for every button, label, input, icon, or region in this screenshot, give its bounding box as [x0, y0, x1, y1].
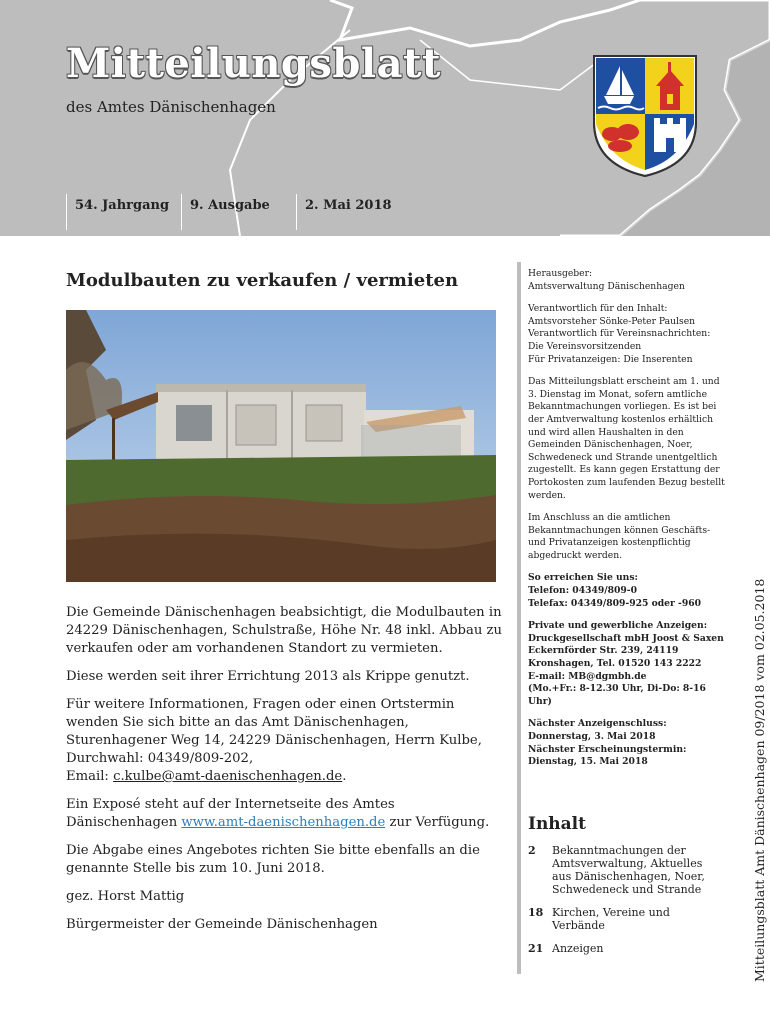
signature-role: Bürgermeister der Gemeinde Dänischenhagen — [66, 917, 378, 932]
volume-label: 54. Jahrgang — [66, 194, 181, 230]
issue-label: 9. Ausgabe — [181, 194, 296, 230]
modular-building-photo — [66, 310, 496, 582]
toc-page-number: 2 — [528, 844, 536, 857]
masthead — [0, 0, 770, 236]
sidebar-divider — [517, 262, 521, 974]
article-headline: Modulbauten zu verkaufen / vermieten — [66, 270, 459, 291]
publisher-name: Amtsverwaltung Dänischenhagen — [528, 280, 685, 292]
toc-page-number: 18 — [528, 906, 544, 919]
publisher-label: Herausgeber: — [528, 268, 593, 279]
responsible-line: Die Vereinsvorsitzenden — [528, 340, 642, 352]
printer-line: Druckgesellschaft mbH Joost & Saxen — [528, 632, 724, 644]
vertical-issue-reference: Mitteilungsblatt Amt Dänischenhagen 09/2018 vom 02.05.2018 — [752, 578, 767, 982]
ads-note: Im Anschluss an die amtlichen Bekanntmachungen können Geschäfts- und Privatanzeigen kostenpflichtig abgedruckt werden. — [528, 512, 711, 561]
expose-text-end: zur Verfügung. — [385, 815, 490, 830]
responsible-line: Verantwortlich für Vereinsnachrichten: — [528, 328, 711, 340]
schedule-text: Das Mitteilungsblatt erscheint am 1. und 3. Dienstag im Monat, sofern amtliche Bekanntmachungen vorliegen. Es ist bei der Amtverwaltung kostenlos erhältlich und wird allen Haushalten in den Gemeinden Dänischenhagen, Noer, Schwedeneck und Strande unentgeltlich zugestellt. Es kann gegen Erstattung der Portokosten zum laufenden Bezug bestellt werden. — [528, 376, 725, 501]
toc-item — [528, 844, 718, 896]
article-body — [66, 604, 506, 944]
expose-text: Ein Exposé steht auf der Internetseite des Amtes Dänischenhagen — [66, 797, 395, 830]
responsible-label: Verantwortlich für den Inhalt: — [528, 303, 668, 315]
toc-item-text: Anzeigen — [552, 942, 604, 955]
contact-label: So erreichen Sie uns: — [528, 572, 638, 584]
responsible-line: Für Privatanzeigen: Die Inserenten — [528, 353, 693, 365]
email-link[interactable]: c.kulbe@amt-daenischenhagen.de — [113, 769, 343, 784]
toc-item-text: Bekanntmachungen der Amtsverwaltung, Aktuelles aus Dänischenhagen, Noer, Schwedeneck und Strande — [552, 844, 705, 896]
masthead-subtitle: des Amtes Dänischenhagen — [66, 98, 276, 116]
website-link[interactable]: www.amt-daenischenhagen.de — [181, 815, 386, 830]
contact-text: Für weitere Informationen, Fragen oder einen Ortstermin wenden Sie sich bitte an das Amt Dänischenhagen, Sturenhagener Weg 14, 24229 Dänischenhagen, Herrn Kulbe, Durchwahl: 04349/809-202, — [66, 697, 482, 766]
issue-info-bar — [66, 194, 436, 234]
date-label: 2. Mai 2018 — [296, 194, 436, 230]
toc-item — [528, 942, 718, 955]
responsible-line: Amtsvorsteher Sönke-Peter Paulsen — [528, 315, 696, 327]
imprint-sidebar — [528, 268, 728, 779]
publisher-block — [528, 268, 728, 293]
toc-item-text: Kirchen, Vereine und Verbände — [552, 906, 670, 932]
deadline-label: Nächster Anzeigenschluss: — [528, 718, 667, 730]
deadline-block — [528, 718, 728, 768]
printer-block — [528, 620, 728, 708]
toc-title: Inhalt — [528, 814, 586, 834]
next-issue-date: Dienstag, 15. Mai 2018 — [528, 756, 648, 768]
article-paragraph — [66, 796, 506, 832]
toc-item — [528, 906, 718, 932]
next-issue-label: Nächster Erscheinungstermin: — [528, 743, 687, 755]
printer-line: Eckernförder Str. 239, 24119 Kronshagen, Tel. 01520 143 2222 — [528, 645, 702, 670]
coat-of-arms-icon — [590, 52, 700, 180]
responsible-block — [528, 303, 728, 366]
deadline-date: Donnerstag, 3. Mai 2018 — [528, 731, 656, 742]
table-of-contents — [528, 844, 718, 965]
article-paragraph: Diese werden seit ihrer Errichtung 2013 als Krippe genutzt. — [66, 669, 470, 684]
contact-phone: Telefon: 04349/809-0 — [528, 585, 638, 597]
signature: gez. Horst Mattig — [66, 889, 185, 904]
article-paragraph: Die Abgabe eines Angebotes richten Sie bitte ebenfalls an die genannte Stelle bis zum 10. Juni 2018. — [66, 843, 480, 876]
contact-fax: Telefax: 04349/809-925 oder -960 — [528, 597, 702, 609]
printer-hours: (Mo.+Fr.: 8-12.30 Uhr, Di-Do: 8-16 Uhr) — [528, 683, 706, 707]
article-paragraph: Für weitere Informationen, Fragen oder einen Ortstermin wenden Sie sich bitte an das Amt Dänischenhagen, Sturenhagener Weg 14, 24229 Dänischenhagen, Herrn Kulbe, Durchwahl: 04349/809-202, Email: c.kulbe@amt-daenischenhagen.de. — [66, 697, 482, 784]
article-paragraph: Die Gemeinde Dänischenhagen beabsichtigt, die Modulbauten in 24229 Dänischenhagen, Schulstraße, Höhe Nr. 48 inkl. Abbau zu verkaufen oder am vorhandenen Standort zu vermieten. — [66, 605, 502, 656]
email-label: Email: — [66, 769, 114, 784]
printer-label: Private und gewerbliche Anzeigen: — [528, 620, 708, 632]
printer-email: E-mail: MB@dgmbh.de — [528, 670, 647, 682]
toc-page-number: 21 — [528, 942, 544, 955]
contact-block — [528, 572, 728, 610]
masthead-title: Mitteilungsblatt — [66, 40, 441, 87]
